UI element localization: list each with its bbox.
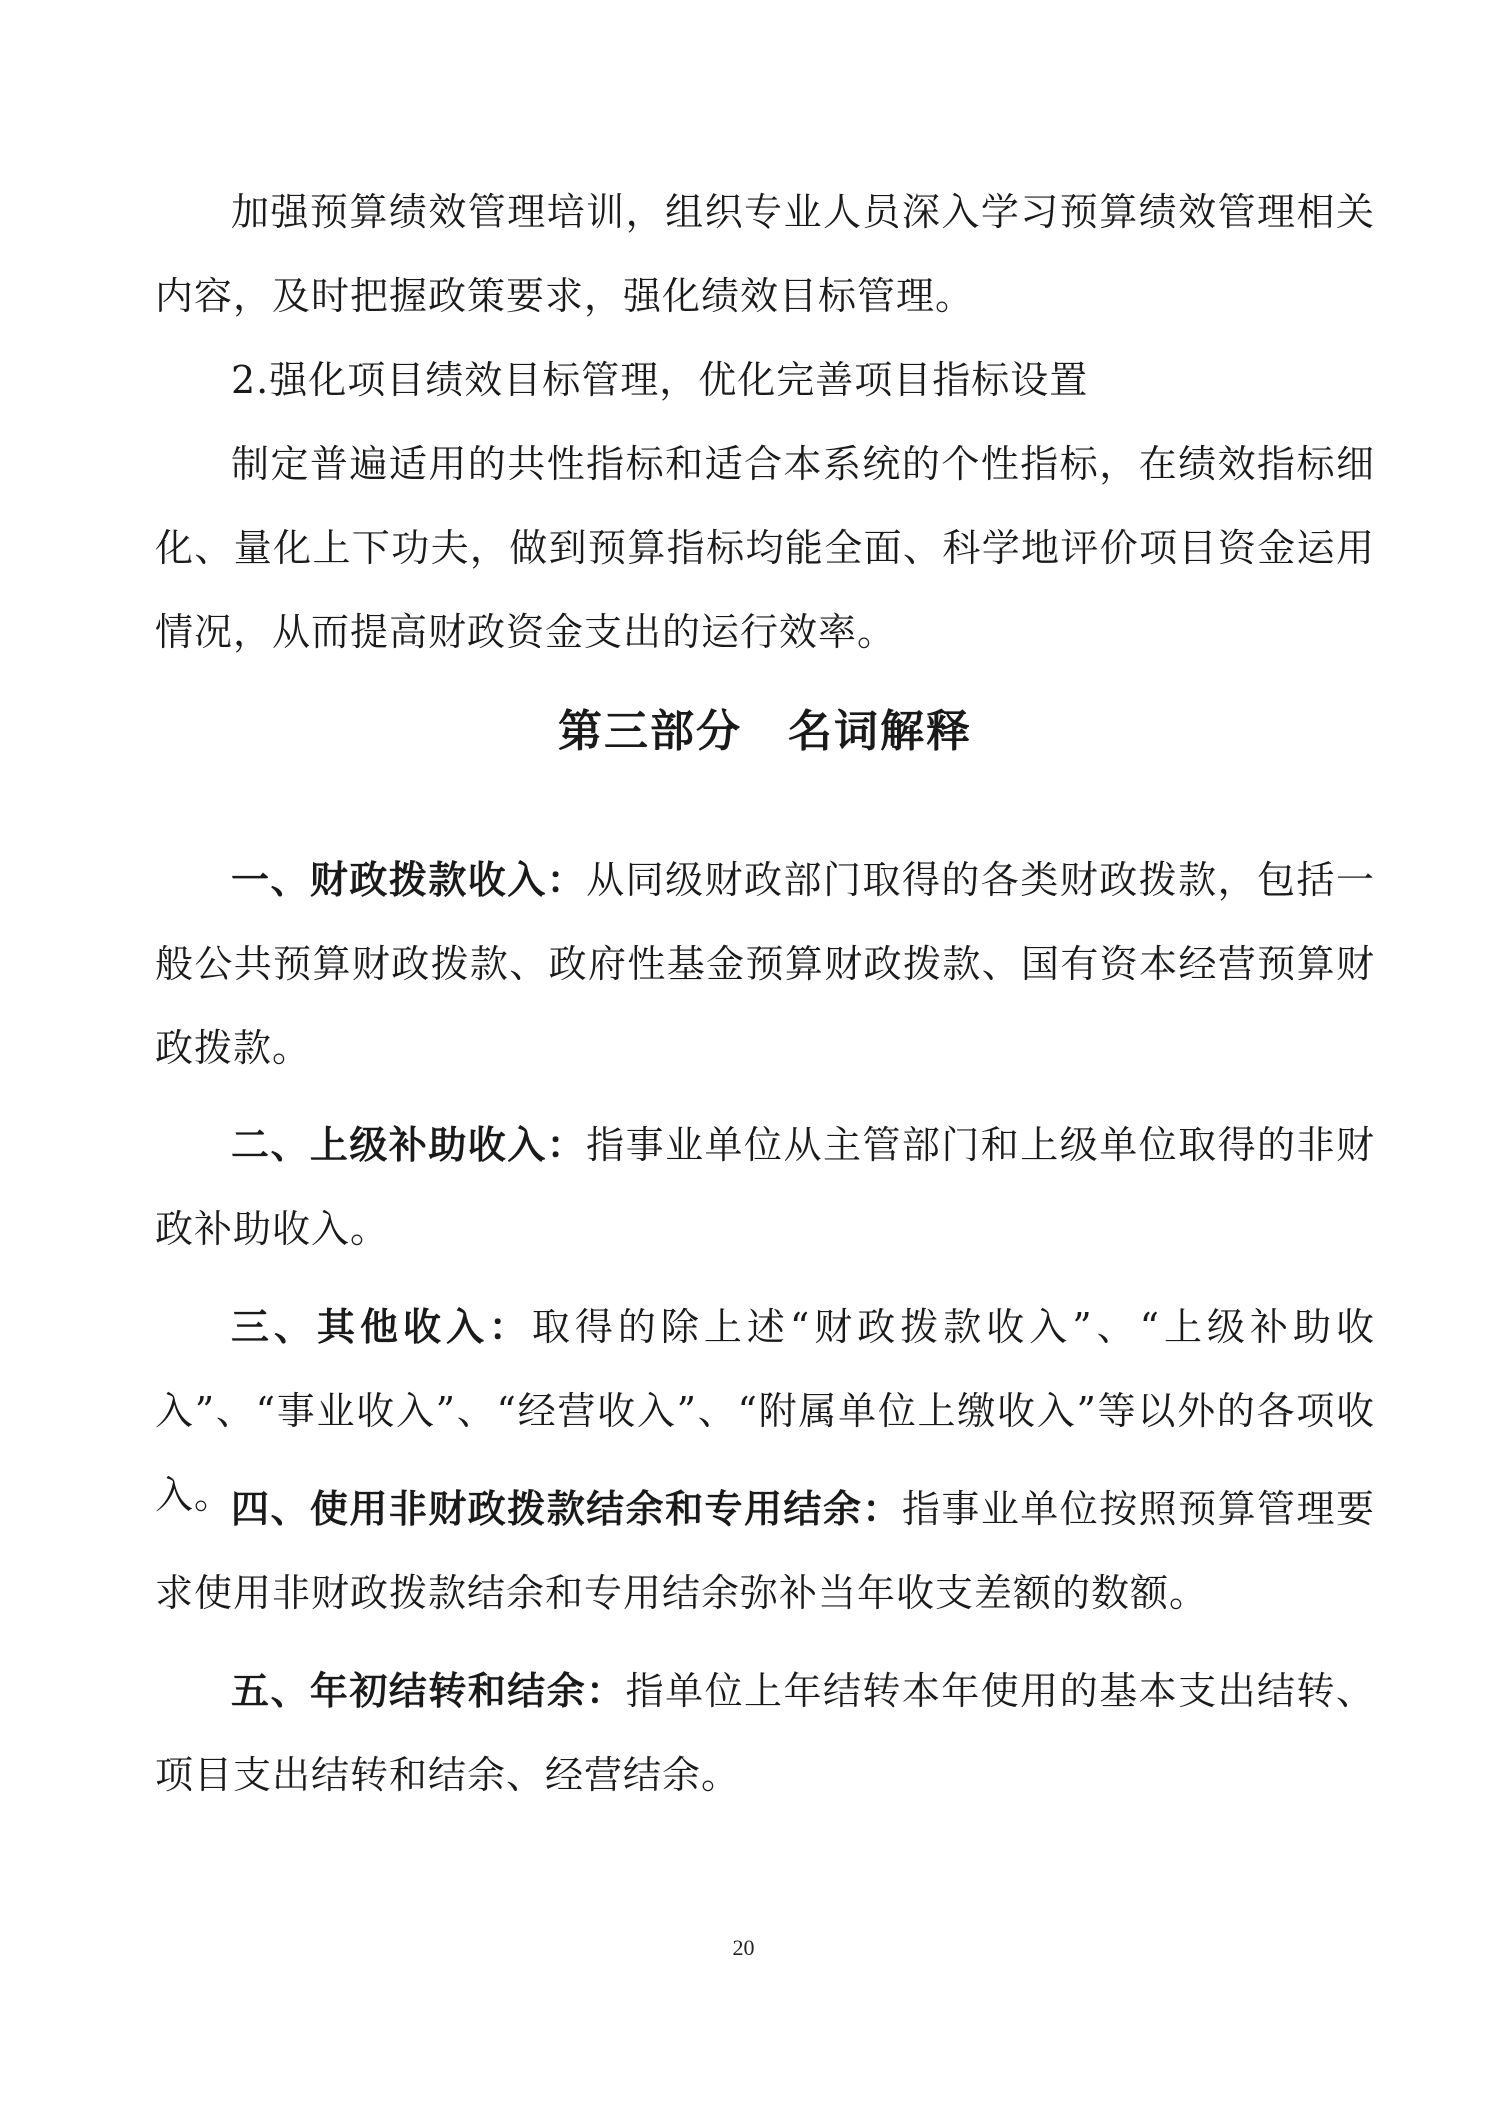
definition-text: 指事业单位从主管部门和上级单位取得的非财政补助收入。 xyxy=(155,1123,1375,1251)
definition-text: 取得的除上述“财政拨款收入”、“上级补助收入”、“事业收入”、“经营收入”、“附属单位上缴收入”等以外的各项收入。 xyxy=(155,1305,1375,1517)
definition-term: 五、年初结转和结余： xyxy=(231,1668,626,1713)
definition-text: 指事业单位按照预算管理要求使用非财政拨款结余和专用结余弥补当年收支差额的数额。 xyxy=(155,1487,1375,1615)
definition-text: 指单位上年结转本年使用的基本支出结转、项目支出结转和结余、经营结余。 xyxy=(155,1669,1375,1797)
paragraph-text: 制定普遍适用的共性指标和适合本系统的个性指标，在绩效指标细化、量化上下功夫，做到预算指标均能全面、科学地评价项目资金运用情况，从而提高财政资金支出的运行效率。 xyxy=(155,442,1375,654)
definition-term: 一、财政拨款收入： xyxy=(231,857,587,902)
paragraph-subheading xyxy=(155,338,1375,422)
page-number: 20 xyxy=(732,1935,755,1960)
paragraph-training xyxy=(155,170,1375,338)
definition-item xyxy=(155,838,1375,1090)
definition-term: 四、使用非财政拨款结余和专用结余： xyxy=(231,1486,902,1531)
definition-item xyxy=(155,1649,1375,1817)
definition-text: 从同级财政部门取得的各类财政拨款，包括一般公共预算财政拨款、政府性基金预算财政拨款、国有资本经营预算财政拨款。 xyxy=(155,858,1375,1070)
paragraph-indicators xyxy=(155,422,1375,674)
definition-term: 二、上级补助收入： xyxy=(231,1122,587,1167)
definition-item xyxy=(155,1467,1375,1635)
paragraph-text: 2.强化项目绩效目标管理，优化完善项目指标设置 xyxy=(231,358,1089,402)
paragraph-text: 加强预算绩效管理培训，组织专业人员深入学习预算绩效管理相关内容，及时把握政策要求，强化绩效目标管理。 xyxy=(155,190,1375,318)
definition-item xyxy=(155,1103,1375,1271)
definition-term: 三、其他收入： xyxy=(231,1304,532,1349)
section-title: 第三部分 名词解释 xyxy=(558,706,972,757)
